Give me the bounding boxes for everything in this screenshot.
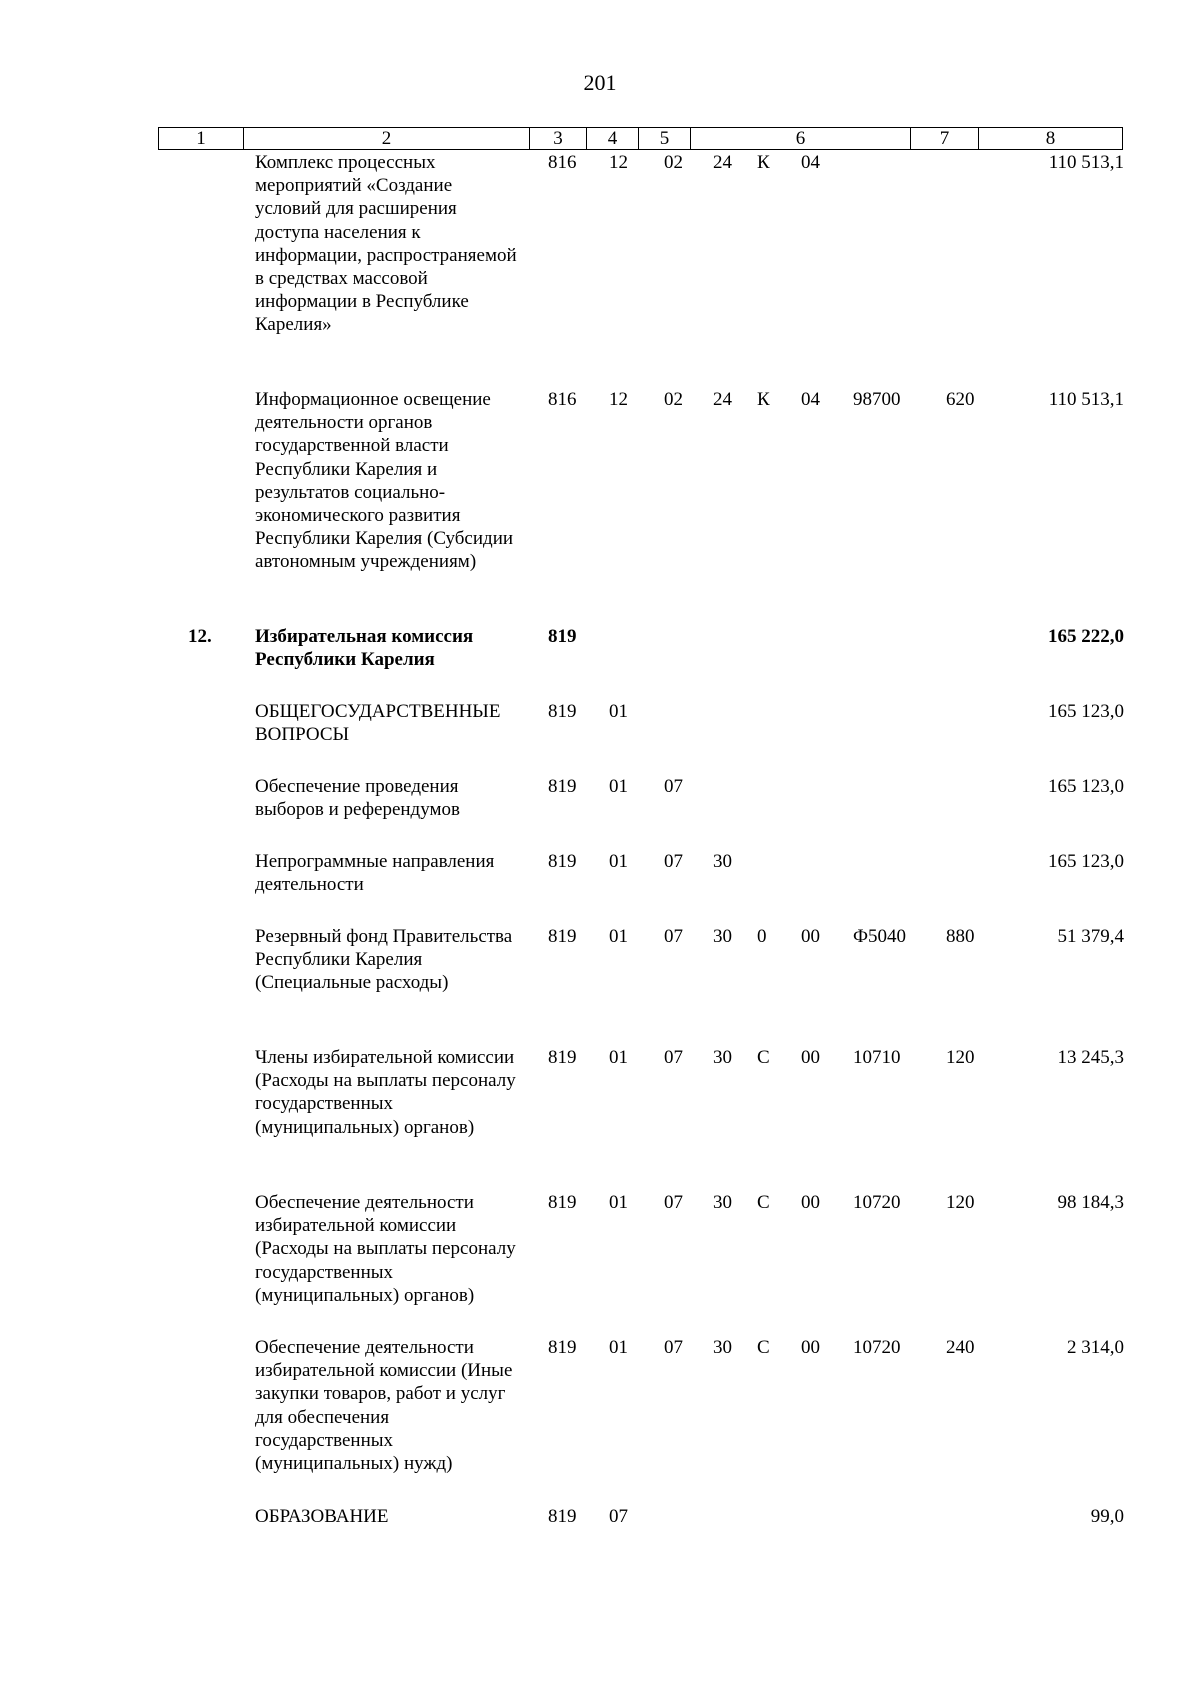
row-name: Информационное освещение деятельности органов государственной власти Республики Карелия и результатов социально-экономического развития Республики Карелия (Субсидии автономным учреждениям) bbox=[255, 389, 514, 573]
row-ministry-code: 819 bbox=[548, 626, 577, 647]
row-section-code: 12 bbox=[609, 389, 628, 410]
row-program-code: 30 bbox=[713, 1192, 732, 1213]
row-number: 12. bbox=[188, 626, 212, 647]
row-subprogram-code: С bbox=[757, 1047, 770, 1068]
row-ministry-code: 819 bbox=[548, 1192, 577, 1213]
row-section-code: 01 bbox=[609, 1047, 628, 1068]
row-amount: 110 513,1 bbox=[1048, 389, 1124, 410]
row-event-code: 00 bbox=[801, 1192, 820, 1213]
row-subsection-code: 07 bbox=[664, 851, 683, 872]
row-direction-code: 10710 bbox=[853, 1047, 901, 1068]
header-col-7: 7 bbox=[911, 128, 979, 150]
row-name: Обеспечение деятельности избирательной комиссии (Расходы на выплаты персоналу государственных (муниципальных) органов) bbox=[255, 1192, 516, 1306]
row-name: Обеспечение проведения выборов и референдумов bbox=[255, 776, 460, 821]
row-ministry-code: 819 bbox=[548, 851, 577, 872]
row-subsection-code: 02 bbox=[664, 389, 683, 410]
row-program-code: 30 bbox=[713, 926, 732, 947]
row-ministry-code: 819 bbox=[548, 926, 577, 947]
row-name: ОБЩЕГОСУДАРСТВЕННЫЕ ВОПРОСЫ bbox=[255, 701, 501, 746]
row-amount: 98 184,3 bbox=[1057, 1192, 1124, 1213]
row-amount: 2 314,0 bbox=[1067, 1337, 1124, 1358]
row-ministry-code: 816 bbox=[548, 389, 577, 410]
row-program-code: 24 bbox=[713, 389, 732, 410]
row-amount: 165 123,0 bbox=[1048, 851, 1124, 872]
row-subprogram-code: 0 bbox=[757, 926, 767, 947]
row-section-code: 01 bbox=[609, 701, 628, 722]
row-ministry-code: 819 bbox=[548, 701, 577, 722]
column-number-header bbox=[158, 127, 1123, 150]
row-program-code: 30 bbox=[713, 1337, 732, 1358]
header-col-3: 3 bbox=[530, 128, 587, 150]
row-section-code: 01 bbox=[609, 1192, 628, 1213]
page-number: 201 bbox=[583, 70, 617, 95]
row-subsection-code: 07 bbox=[664, 1047, 683, 1068]
row-name: Обеспечение деятельности избирательной комиссии (Иные закупки товаров, работ и услуг для обеспечения государственных (муниципальных) нужд) bbox=[255, 1337, 513, 1475]
row-event-code: 04 bbox=[801, 152, 820, 173]
row-section-code: 01 bbox=[609, 926, 628, 947]
header-col-2: 2 bbox=[244, 128, 530, 150]
row-amount: 51 379,4 bbox=[1057, 926, 1124, 947]
row-amount: 165 123,0 bbox=[1048, 776, 1124, 797]
row-subsection-code: 02 bbox=[664, 152, 683, 173]
row-section-code: 01 bbox=[609, 851, 628, 872]
row-expense-type: 120 bbox=[946, 1192, 975, 1213]
row-event-code: 00 bbox=[801, 1047, 820, 1068]
row-direction-code: 98700 bbox=[853, 389, 901, 410]
row-section-code: 12 bbox=[609, 152, 628, 173]
row-section-code: 07 bbox=[609, 1506, 628, 1527]
row-ministry-code: 819 bbox=[548, 776, 577, 797]
row-name: Комплекс процессных мероприятий «Создание условий для расширения доступа населения к информации, распространяемой в средствах массовой информации в Республике Карелия» bbox=[255, 152, 517, 336]
row-subsection-code: 07 bbox=[664, 776, 683, 797]
header-col-6: 6 bbox=[691, 128, 911, 150]
header-col-5: 5 bbox=[639, 128, 691, 150]
header-col-8: 8 bbox=[979, 128, 1123, 150]
row-event-code: 04 bbox=[801, 389, 820, 410]
row-subsection-code: 07 bbox=[664, 1192, 683, 1213]
row-subprogram-code: К bbox=[757, 389, 770, 410]
row-subprogram-code: С bbox=[757, 1337, 770, 1358]
row-name: Резервный фонд Правительства Республики Карелия (Специальные расходы) bbox=[255, 926, 513, 994]
header-col-4: 4 bbox=[587, 128, 639, 150]
row-name: Члены избирательной комиссии (Расходы на выплаты персоналу государственных (муниципальных) органов) bbox=[255, 1047, 516, 1138]
row-amount: 99,0 bbox=[1090, 1506, 1124, 1527]
row-direction-code: Ф5040 bbox=[853, 926, 907, 947]
row-ministry-code: 816 bbox=[548, 152, 577, 173]
row-name: ОБРАЗОВАНИЕ bbox=[255, 1506, 389, 1527]
row-expense-type: 120 bbox=[946, 1047, 975, 1068]
row-section-code: 01 bbox=[609, 776, 628, 797]
header-col-1: 1 bbox=[159, 128, 244, 150]
row-direction-code: 10720 bbox=[853, 1192, 901, 1213]
row-program-code: 30 bbox=[713, 851, 732, 872]
row-expense-type: 240 bbox=[946, 1337, 975, 1358]
row-expense-type: 880 bbox=[946, 926, 975, 947]
row-expense-type: 620 bbox=[946, 389, 975, 410]
row-amount: 165 123,0 bbox=[1048, 701, 1124, 722]
row-direction-code: 10720 bbox=[853, 1337, 901, 1358]
row-name: Избирательная комиссия Республики Карелия bbox=[255, 626, 474, 671]
row-subprogram-code: К bbox=[757, 152, 770, 173]
row-name: Непрограммные направления деятельности bbox=[255, 851, 495, 896]
row-ministry-code: 819 bbox=[548, 1047, 577, 1068]
row-event-code: 00 bbox=[801, 926, 820, 947]
row-ministry-code: 819 bbox=[548, 1506, 577, 1527]
row-program-code: 30 bbox=[713, 1047, 732, 1068]
row-ministry-code: 819 bbox=[548, 1337, 577, 1358]
row-subsection-code: 07 bbox=[664, 926, 683, 947]
row-amount: 165 222,0 bbox=[1048, 626, 1124, 647]
row-subprogram-code: С bbox=[757, 1192, 770, 1213]
row-section-code: 01 bbox=[609, 1337, 628, 1358]
row-program-code: 24 bbox=[713, 152, 732, 173]
row-amount: 110 513,1 bbox=[1048, 152, 1124, 173]
row-amount: 13 245,3 bbox=[1057, 1047, 1124, 1068]
row-subsection-code: 07 bbox=[664, 1337, 683, 1358]
row-event-code: 00 bbox=[801, 1337, 820, 1358]
